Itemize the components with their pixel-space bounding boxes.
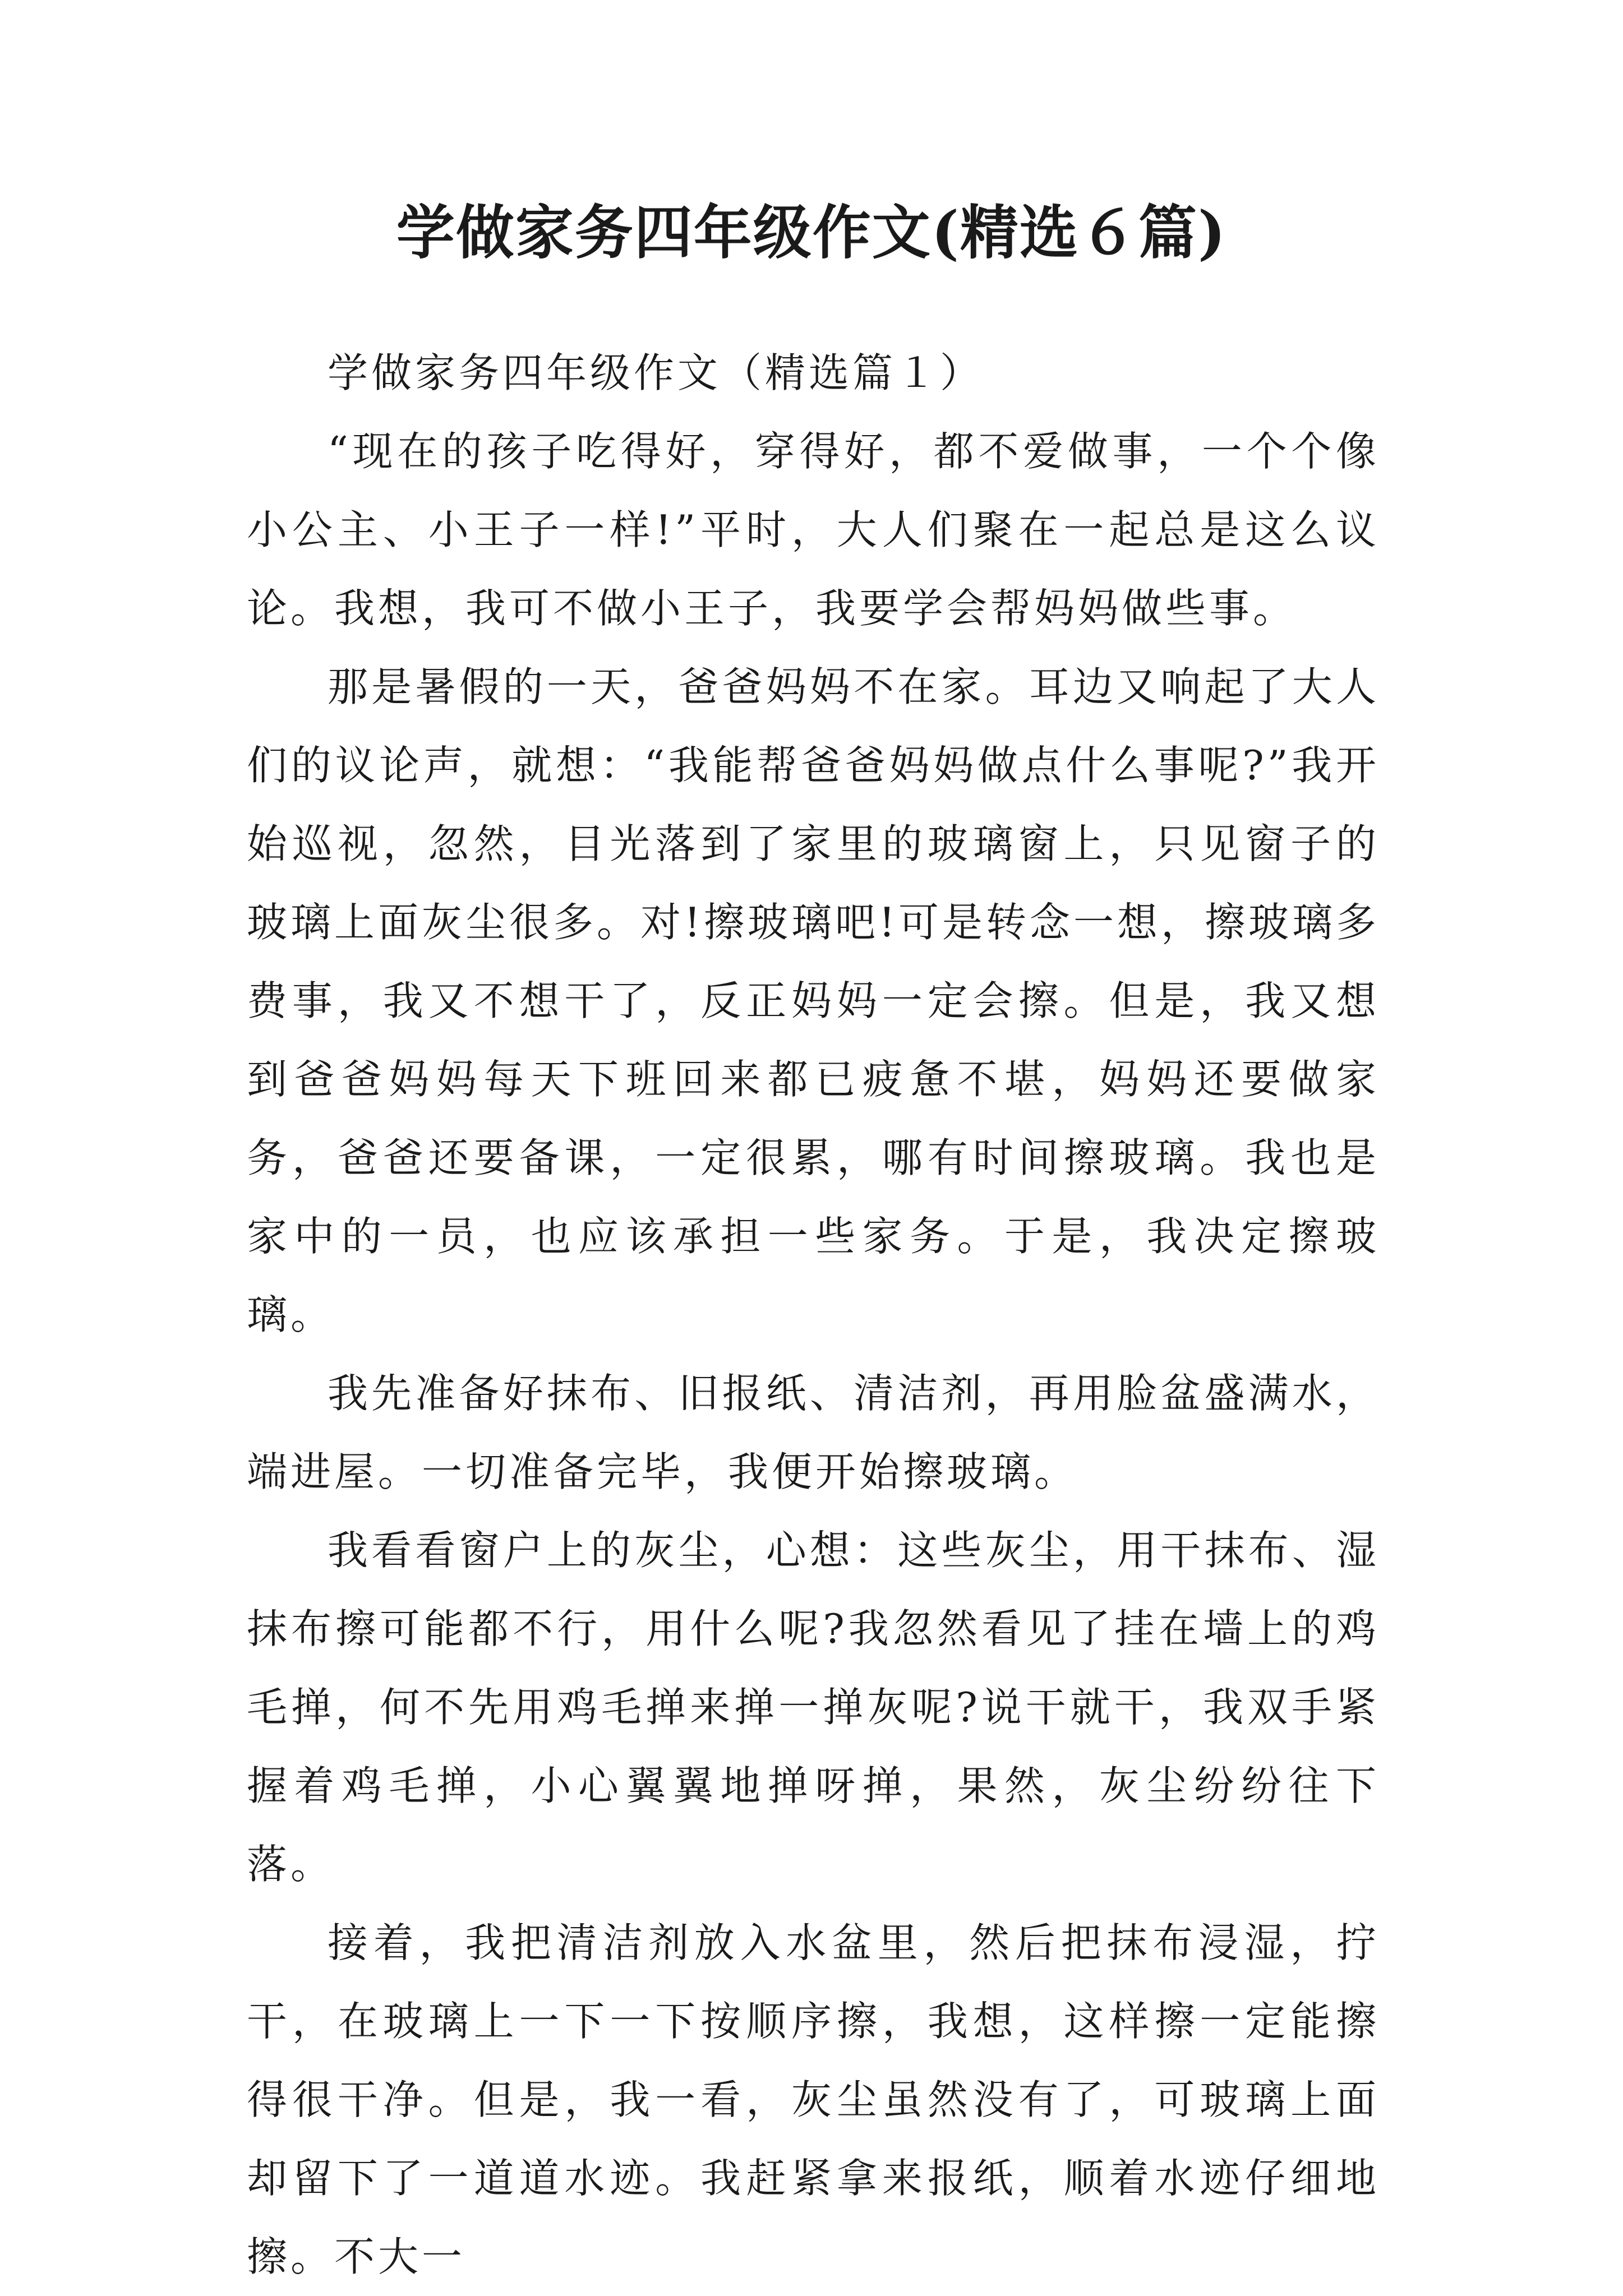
section-heading: 学做家务四年级作文（精选篇１）	[328, 349, 984, 396]
document-body	[247, 334, 1380, 2296]
paragraph-3: 我先准备好抹布、旧报纸、清洁剂，再用脸盆盛满水，端进屋。一切准备完毕，我便开始擦玻璃。	[247, 1370, 1380, 1495]
paragraph-2: 那是暑假的一天，爸爸妈妈不在家。耳边又响起了大人们的议论声，就想：“我能帮爸爸妈妈做点什么事呢?”我开始巡视，忽然，目光落到了家里的玻璃窗上，只见窗子的玻璃上面灰尘很多。对!擦玻璃吧!可是转念一想，擦玻璃多费事，我又不想干了，反正妈妈一定会擦。但是，我又想到爸爸妈妈每天下班回来都已疲惫不堪，妈妈还要做家务，爸爸还要备课，一定很累，哪有时间擦玻璃。我也是家中的一员，也应该承担一些家务。于是，我决定擦玻璃。	[247, 663, 1380, 1338]
paragraph-4: 我看看窗户上的灰尘，心想：这些灰尘，用干抹布、湿抹布擦可能都不行，用什么呢?我忽然看见了挂在墙上的鸡毛掸，何不先用鸡毛掸来掸一掸灰呢?说干就干，我双手紧握着鸡毛掸，小心翼翼地掸呀掸，果然，灰尘纷纷往下落。	[247, 1527, 1380, 1888]
paragraph-1: “现在的孩子吃得好，穿得好，都不爱做事，一个个像小公主、小王子一样!”平时，大人们聚在一起总是这么议论。我想，我可不做小王子，我要学会帮妈妈做些事。	[247, 428, 1380, 632]
paragraph-5: 接着，我把清洁剂放入水盆里，然后把抹布浸湿，拧干，在玻璃上一下一下按顺序擦，我想，这样擦一定能擦得很干净。但是，我一看，灰尘虽然没有了，可玻璃上面却留下了一道道水迹。我赶紧拿来报纸，顺着水迹仔细地擦。不大一	[247, 1919, 1380, 2280]
document-title: 学做家务四年级作文(精选６篇)	[396, 198, 1227, 267]
